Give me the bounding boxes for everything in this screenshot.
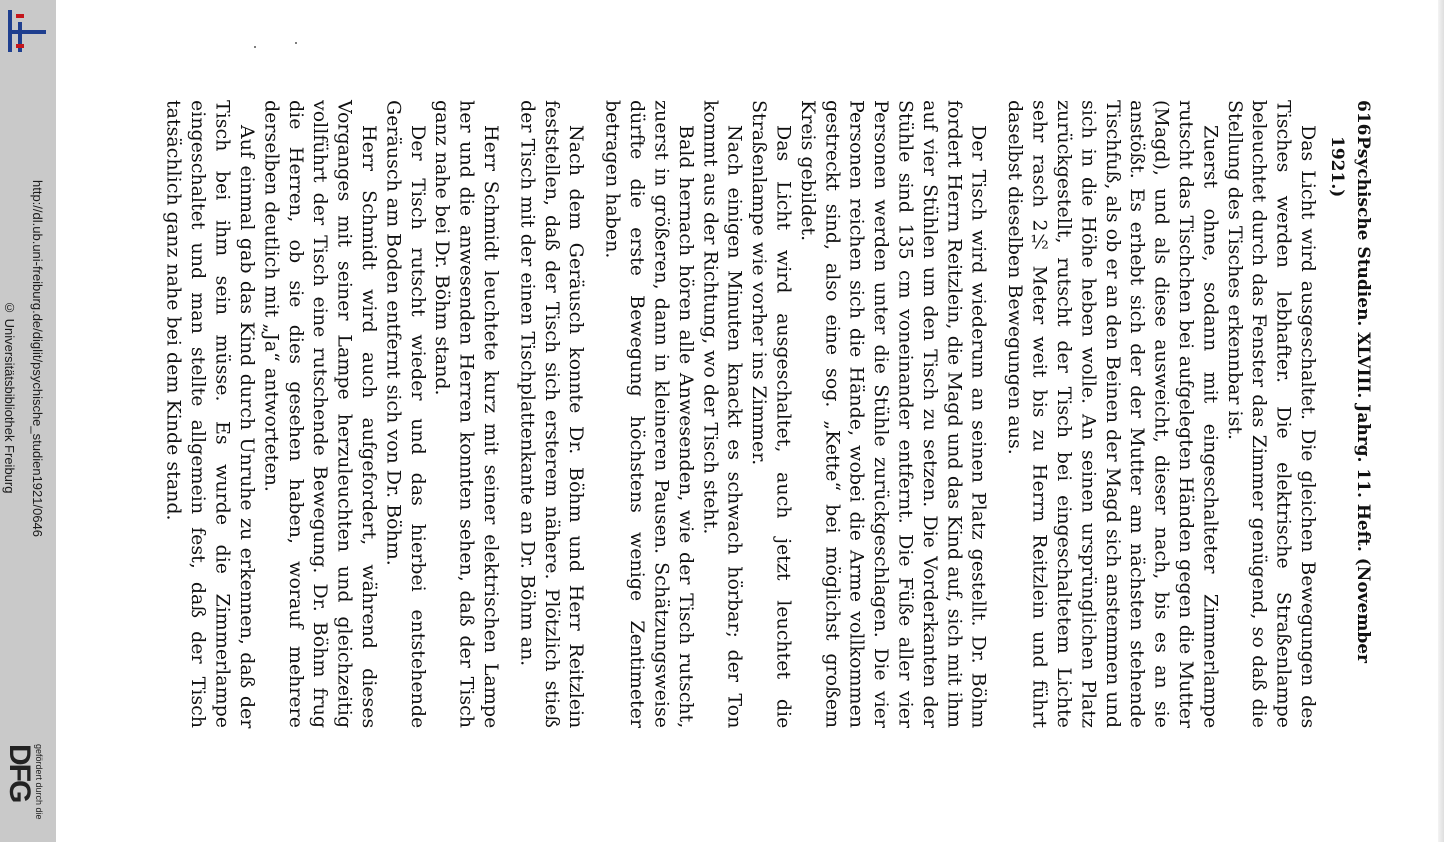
paragraph: Das Licht wird ausgeschaltet. Die gleichen Bewegungen des Tisches werden lebhafter. Die elektrische Straßenlampe beleuchtet durch das Fenster das Zimmer genügend, so daß die Stellung des Tisches erkennbar ist.: [1223, 100, 1319, 728]
paragraph: Herr Schmidt wird auch aufgefordert, während dieses Vorganges mit seiner Lampe herzuleuchten und gleichzeitig vollführt der Tisch eine rutschende Bewegung. Dr. Böhm frug die Herren, ob sie dies gesehen haben, worauf mehrere derselben deutlich mit „Ja“ antworteten.: [260, 100, 380, 728]
paragraph: Auf einmal gab das Kind durch Unruhe zu erkennen, daß der Tisch bei ihm sein müsse. Es wurde die Zimmerlampe eingeschaltet und man stellte allgemein fest, daß der Tisch tatsächlich ganz nahe bei dem Kinde stand.: [162, 100, 258, 728]
paragraph: Der Tisch rutscht wieder und das hierbei entstehende Geräusch am Boden entfernt sich von Dr. Böhm.: [382, 100, 429, 728]
copyright-notice: © Universitätsbibliothek Freiburg: [2, 300, 17, 494]
paragraph: Nach dem Geräusch konnte Dr. Böhm und Herr Reitzlein feststellen, daß der Tisch sich ersterem nähere. Plötzlich stieß der Tisch mit der einen Tischplattenkante an Dr. Böhm an.: [516, 100, 588, 728]
unifr-logo-icon[interactable]: [4, 8, 46, 54]
sidebar: [0, 0, 56, 842]
running-title: Psychische Studien. XLVIII. Jahrg. 11. Heft. (November 1921.): [1327, 135, 1373, 663]
scan-speck: [254, 46, 256, 48]
dfg-logo-icon[interactable]: DFG: [3, 744, 36, 802]
paragraph: Das Licht wird ausgeschaltet, auch jetzt leuchtet die Straßenlampe wie vorher ins Zimmer.: [748, 100, 795, 728]
page-edge: [1438, 0, 1444, 842]
source-url[interactable]: http://dl.ub.uni-freiburg.de/diglit/psychische_studien1921/0646: [30, 180, 45, 538]
paragraph: Der Tisch wird wiederum an seinen Platz gestellt. Dr. Böhm fordert Herrn Reitzlein, die Magd und das Kind auf, sich mit ihm auf vier Stühlen um den Tisch zu setzen. Die Vorderkanten der Stühle sind 135 cm voneinander entfernt. Die Füße aller vier Personen werden unter die Stühle zurückgeschlagen. Die vier Personen reichen sich die Hände, wobei die Arme vollkommen gestreckt sind, also eine sog. „Kette“ bei möglichst großem Kreis gebildet.: [796, 100, 990, 728]
funding-caption: gefördert durch die: [34, 744, 44, 820]
paragraph: Zuerst ohne, sodann mit eingeschalteter Zimmerlampe rutscht das Tischchen bei aufgelegten Händen gegen die Mutter (Magd), und als diese ausweicht, dieser nach, bis es an sie anstößt. Es erhebt sich der der Mutter am nächsten stehende Tischfuß, als ob er an den Beinen der Magd sich anstemmen und sich in die Höhe heben wolle. An seinen ursprünglichen Platz zurückgestellt, rutscht der Tisch bei eingeschaltetem Lichte sehr rasch 2½ Meter weit bis zu Herrn Reitzlein und führt daselbst dieselben Bewegungen aus.: [1004, 100, 1222, 728]
scanned-page: [124, 100, 1376, 728]
page-number: 616: [1353, 100, 1373, 136]
page-header: [1327, 100, 1376, 728]
paragraph: Bald hernach hören alle Anwesenden, wie der Tisch rutscht, zuerst in größeren, dann in kleineren Pausen. Schätzungsweise dürfte die erste Bewegung höchstens wenige Zentimeter betragen haben.: [601, 100, 697, 728]
paragraph: Herr Schmidt leuchtete kurz mit seiner elektrischen Lampe her und die anwesenden Herren konnten sehen, daß der Tisch ganz nahe bei Dr. Böhm stand.: [431, 100, 502, 728]
scan-speck: [295, 42, 297, 44]
page-body: [161, 100, 1332, 728]
paragraph: Nach einigen Minuten knackt es schwach hörbar; der Ton kommt aus der Richtung, wo der Tisch steht.: [699, 100, 746, 728]
